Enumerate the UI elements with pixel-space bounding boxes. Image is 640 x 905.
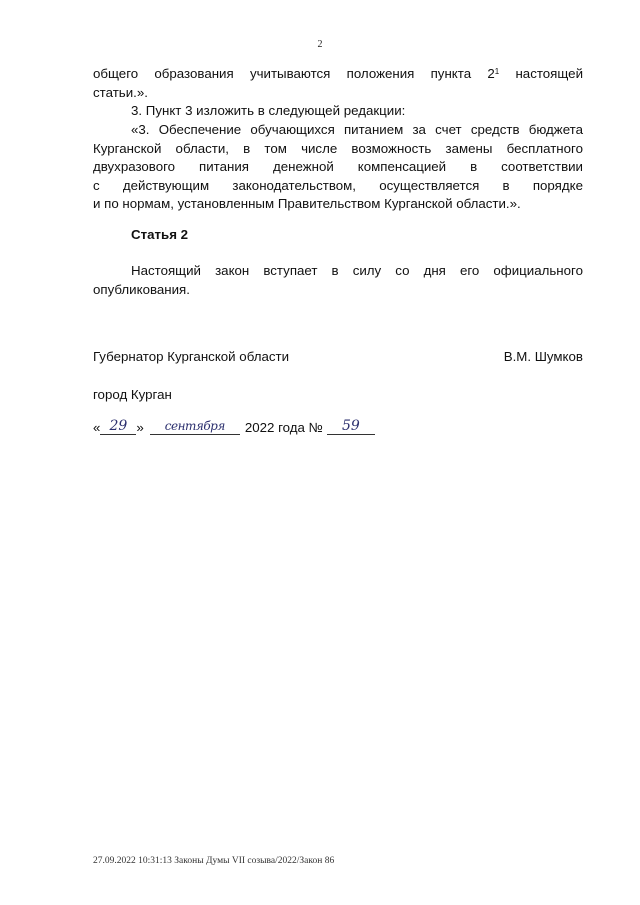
text-line: с действующим законодательством, осуществляется в порядке bbox=[93, 177, 583, 193]
text-line: статьи.». bbox=[93, 84, 148, 100]
signatory-name: В.М. Шумков bbox=[503, 349, 583, 364]
article-heading: Статья 2 bbox=[131, 227, 189, 242]
signatory-position: Губернатор Курганской области bbox=[93, 349, 290, 364]
handwritten-law-number: 59 bbox=[327, 418, 375, 435]
page-number: 2 bbox=[317, 39, 323, 50]
year-label: 2022 года № bbox=[244, 420, 323, 435]
text-line: Курганской области, в том числе возможность замены бесплатного bbox=[93, 140, 583, 156]
paragraph-effective bbox=[93, 262, 583, 299]
paragraph-item-3: 3. Пункт 3 изложить в следующей редакции: bbox=[131, 103, 406, 118]
handwritten-month: сентября bbox=[150, 418, 240, 435]
footer-stamp: 27.09.2022 10:31:13 Законы Думы VII созыва/2022/Закон 86 bbox=[93, 856, 335, 866]
signature-row bbox=[93, 349, 583, 364]
superscript: 1 bbox=[494, 67, 500, 76]
text-line: общего образования учитываются положения пункта $2^1$ настоящей bbox=[93, 66, 583, 81]
text-line: и по нормам, установленным Правительством Курганской области.». bbox=[93, 196, 521, 211]
city: город Курган bbox=[93, 387, 172, 402]
text-line: Настоящий закон вступает в силу со дня его официального bbox=[131, 263, 583, 278]
close-quote: » bbox=[136, 420, 144, 435]
text-line: опубликования. bbox=[93, 281, 190, 297]
open-quote: « bbox=[93, 420, 101, 435]
text-line: двухразового питания денежной компенсацией в соответствии bbox=[93, 159, 583, 174]
date-line bbox=[93, 418, 375, 435]
paragraph-quoted bbox=[93, 121, 583, 214]
paragraph-continuation bbox=[93, 65, 583, 102]
text-line: «3. Обеспечение обучающихся питанием за счет средств бюджета bbox=[131, 122, 583, 137]
handwritten-day: 29 bbox=[100, 418, 136, 435]
